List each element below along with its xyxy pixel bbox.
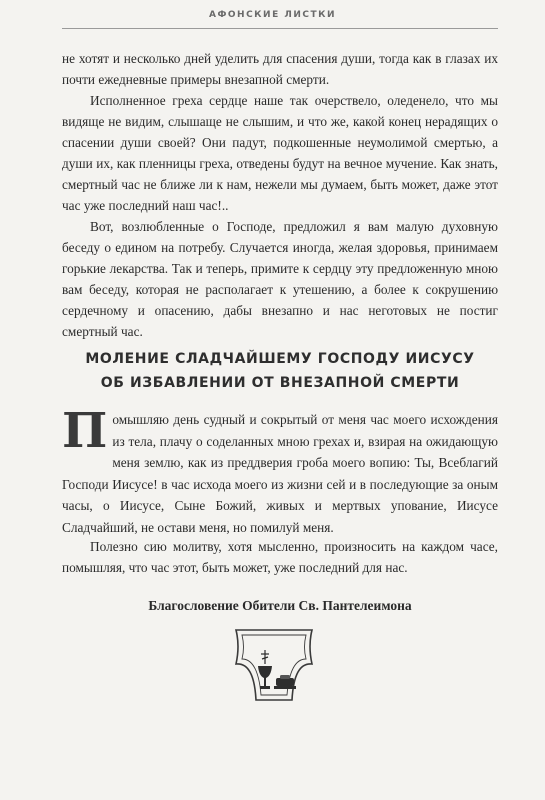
prayer-text [62,403,498,538]
drop-cap: П [62,403,108,459]
prayer-body: омышляю день судный и сокрытый от меня час моего исхождения из тела, плачу о соделанных мною грехах и, взирая на ожидающую меня землю, как из преддверия гроба моего вопию: Ты, Всеблагий Господи Иисусе! в час исхода моего из жизни сей и в последующие за оным часы, о Иисусе, Сыне Божий, живых и мертвых упование, Иисусе Сладчайший, не остави меня, но помилуй меня. [62,412,498,535]
closing-text [62,536,498,578]
running-head: АФОНСКИЕ ЛИСТКИ [209,10,336,20]
header-rule [62,28,498,29]
paragraph: Полезно сию молитву, хотя мысленно, произносить на каждом часе, помышляя, что час этот, быть может, уже последний для нас. [62,539,498,575]
prayer-heading [62,347,498,395]
paragraph: не хотят и несколько дней уделить для спасения души, тогда как в глазах их почти ежедневные примеры внезапной смерти. [62,51,498,87]
blessing-line: Благословение Обители Св. Пантелеимона [148,598,412,613]
body-text [62,48,498,342]
chalice-ornament-icon [232,626,316,704]
prayer-heading-line: ОБ ИЗБАВЛЕНИИ ОТ ВНЕЗАПНОЙ СМЕРТИ [100,375,460,391]
paragraph: Вот, возлюбленные о Господе, предложил я вам малую духовную беседу о едином на потребу. Случается иногда, желая здоровья, принимаем горькие лекарства. Так и теперь, примите к сердцу эту предложенную мною вам беседу, которая не располагает к утешению, а более к сокрушению сердечному и опасению, дабы внезапно и нас неготовых не постиг смертный час. [62,219,498,339]
prayer-heading-line: МОЛЕНИЕ СЛАДЧАЙШЕМУ ГОСПОДУ ИИСУСУ [85,351,475,367]
paragraph: Исполненное греха сердце наше так очерствело, оледенело, что мы видяще не видим, слышаще не слышим, и что же, какой конец нерадящих о спасении души своей? Они падут, подкошенные неумолимой смертью, а души их, как пленницы греха, отведены будут на вечное мучение. Как знать, смертный час не ближе ли к нам, нежели мы думаем, быть может, даже этот час уже последний наш час!.. [62,93,498,213]
